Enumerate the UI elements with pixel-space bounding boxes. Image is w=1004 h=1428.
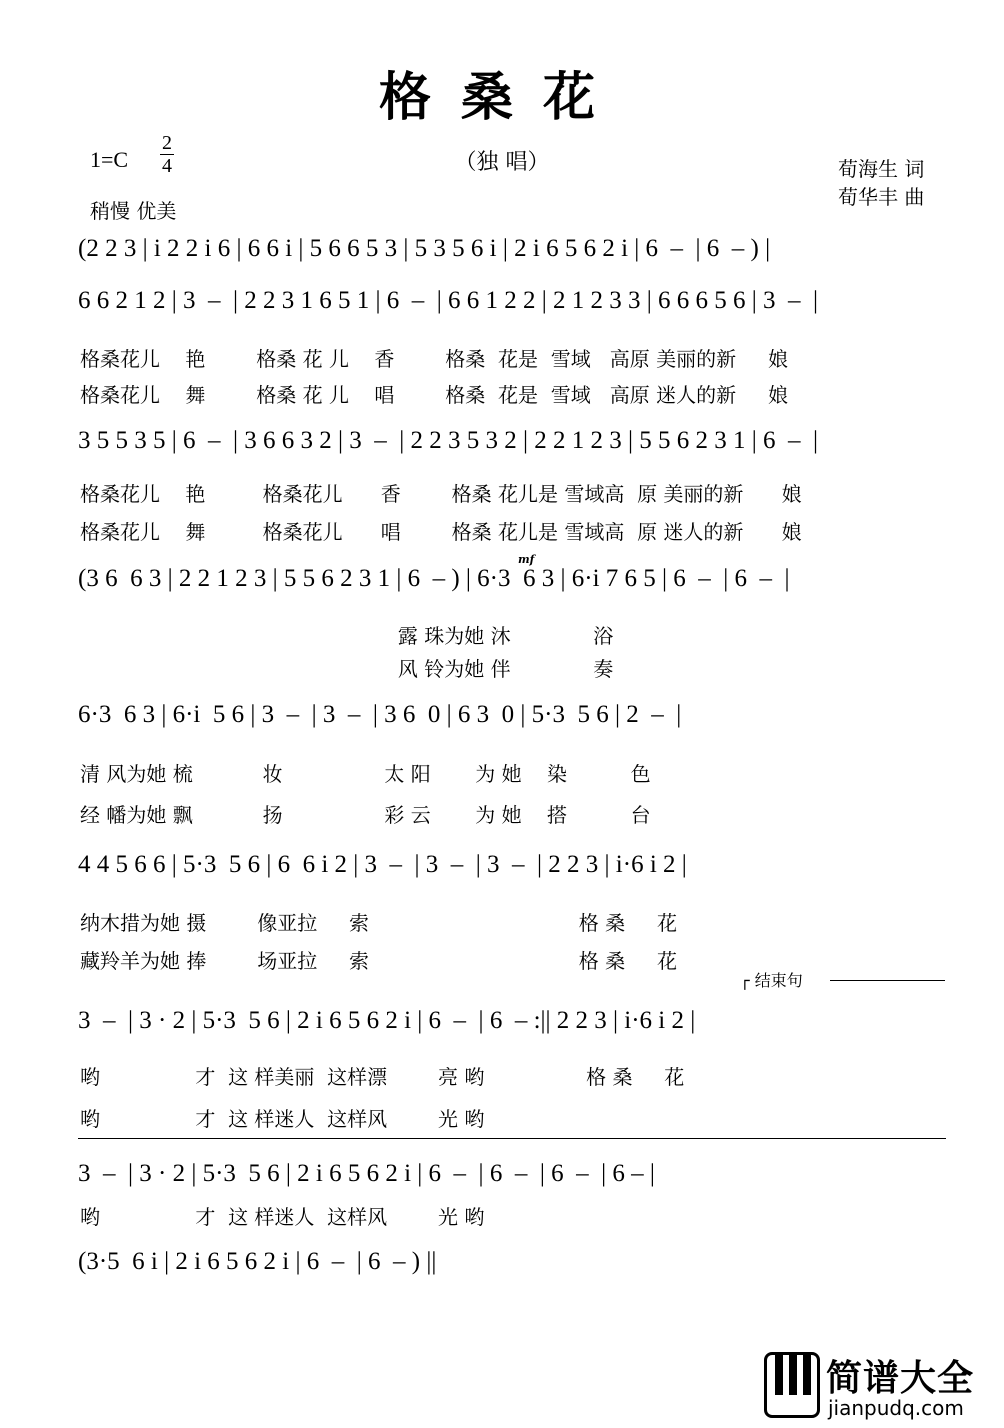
- ending-label: ┌ 结束句: [740, 971, 803, 990]
- logo-url: jianpudq.com: [828, 1396, 964, 1420]
- system-4-lyric-2: 风 铃为她 伴 奏: [80, 657, 614, 681]
- dynamic-mf: mf: [518, 553, 535, 566]
- system-2-lyric-1: 格桑花儿 艳 格桑 花 儿 香 格桑 花是 雪域 高原 美丽的新 娘: [80, 347, 788, 371]
- piano-icon: [764, 1352, 820, 1418]
- system-7-lyric-1: 哟 才 这 样美丽 这样漂 亮 哟 格 桑 花: [80, 1065, 685, 1089]
- system-3-notes: 3 5 5 3 5 | 6 – | 3 6 6 3 2 | 3 – | 2 2 3 5 3 2 | 2 2 1 2 3 | 5 5 6 2 3 1 | 6 – |: [78, 427, 819, 454]
- system-5-lyric-1: 清 风为她 梳 妆 太 阳 为 她 染 色: [80, 762, 651, 786]
- system-2-lyric-2: 格桑花儿 舞 格桑 花 儿 唱 格桑 花是 雪域 高原 迷人的新 娘: [80, 383, 788, 407]
- time-sig-top: 2: [162, 132, 172, 154]
- time-sig-bottom: 4: [162, 155, 172, 177]
- ending-bracket-line: [830, 980, 945, 981]
- coda-bracket-line: [78, 1138, 946, 1139]
- system-8-lyric-1: 哟 才 这 样迷人 这样风 光 哟: [80, 1205, 485, 1229]
- lyricist: 荀海生 词: [838, 157, 925, 181]
- system-3-lyric-1: 格桑花儿 艳 格桑花儿 香 格桑 花儿是 雪域高 原 美丽的新 娘: [80, 482, 802, 506]
- credits: [838, 155, 924, 211]
- system-6-lyric-1: 纳木措为她 摄 像亚拉 索 格 桑 花: [80, 911, 677, 935]
- system-4-lyric-1: 露 珠为她 沐 浴: [80, 624, 614, 648]
- logo-text: 简谱大全: [826, 1358, 975, 1399]
- key-signature: 1=C: [90, 147, 129, 172]
- system-1-notes: (2 2 3 | i 2 2 i 6 | 6 6 i | 5 6 6 5 3 | 5 3 5 6 i | 2 i 6 5 6 2 i | 6 – | 6 – ) |: [78, 235, 771, 262]
- system-6-notes: 4 4 5 6 6 | 5·3 5 6 | 6 6 i 2 | 3 – | 3 – | 3 – | 2 2 3 | i·6 i 2 |: [78, 851, 687, 878]
- tempo-marking: 稍慢 优美: [90, 199, 177, 223]
- subtitle: （独 唱）: [454, 150, 550, 175]
- system-4-notes: (3 6 6 3 | 2 2 1 2 3 | 5 5 6 2 3 1 | 6 – ) | 6·3 6 3 | 6·i 7 6 5 | 6 – | 6 – |: [78, 565, 790, 592]
- system-6-lyric-2: 藏羚羊为她 捧 场亚拉 索 格 桑 花: [80, 949, 677, 973]
- system-2-notes: 6 6 2 1 2 | 3 – | 2 2 3 1 6 5 1 | 6 – | 6 6 1 2 2 | 2 1 2 3 3 | 6 6 6 5 6 | 3 – |: [78, 287, 819, 314]
- system-3-lyric-2: 格桑花儿 舞 格桑花儿 唱 格桑 花儿是 雪域高 原 迷人的新 娘: [80, 520, 802, 544]
- song-title: 格桑花: [378, 67, 625, 128]
- system-7-notes: 3 – | 3 · 2 | 5·3 5 6 | 2 i 6 5 6 2 i | 6 – | 6 – :|| 2 2 3 | i·6 i 2 |: [78, 1007, 696, 1034]
- site-logo: [764, 1350, 994, 1422]
- system-9-notes: (3·5 6 i | 2 i 6 5 6 2 i | 6 – | 6 – ) ||: [78, 1248, 437, 1275]
- system-5-notes: 6·3 6 3 | 6·i 5 6 | 3 – | 3 – | 3 6 0 | 6 3 0 | 5·3 5 6 | 2 – |: [78, 701, 682, 728]
- composer: 荀华丰 曲: [838, 185, 925, 209]
- system-5-lyric-2: 经 幡为她 飘 扬 彩 云 为 她 搭 台: [80, 803, 651, 827]
- system-7-lyric-2: 哟 才 这 样迷人 这样风 光 哟: [80, 1107, 485, 1131]
- system-8-notes: 3 – | 3 · 2 | 5·3 5 6 | 2 i 6 5 6 2 i | 6 – | 6 – | 6 – | 6 – |: [78, 1160, 655, 1187]
